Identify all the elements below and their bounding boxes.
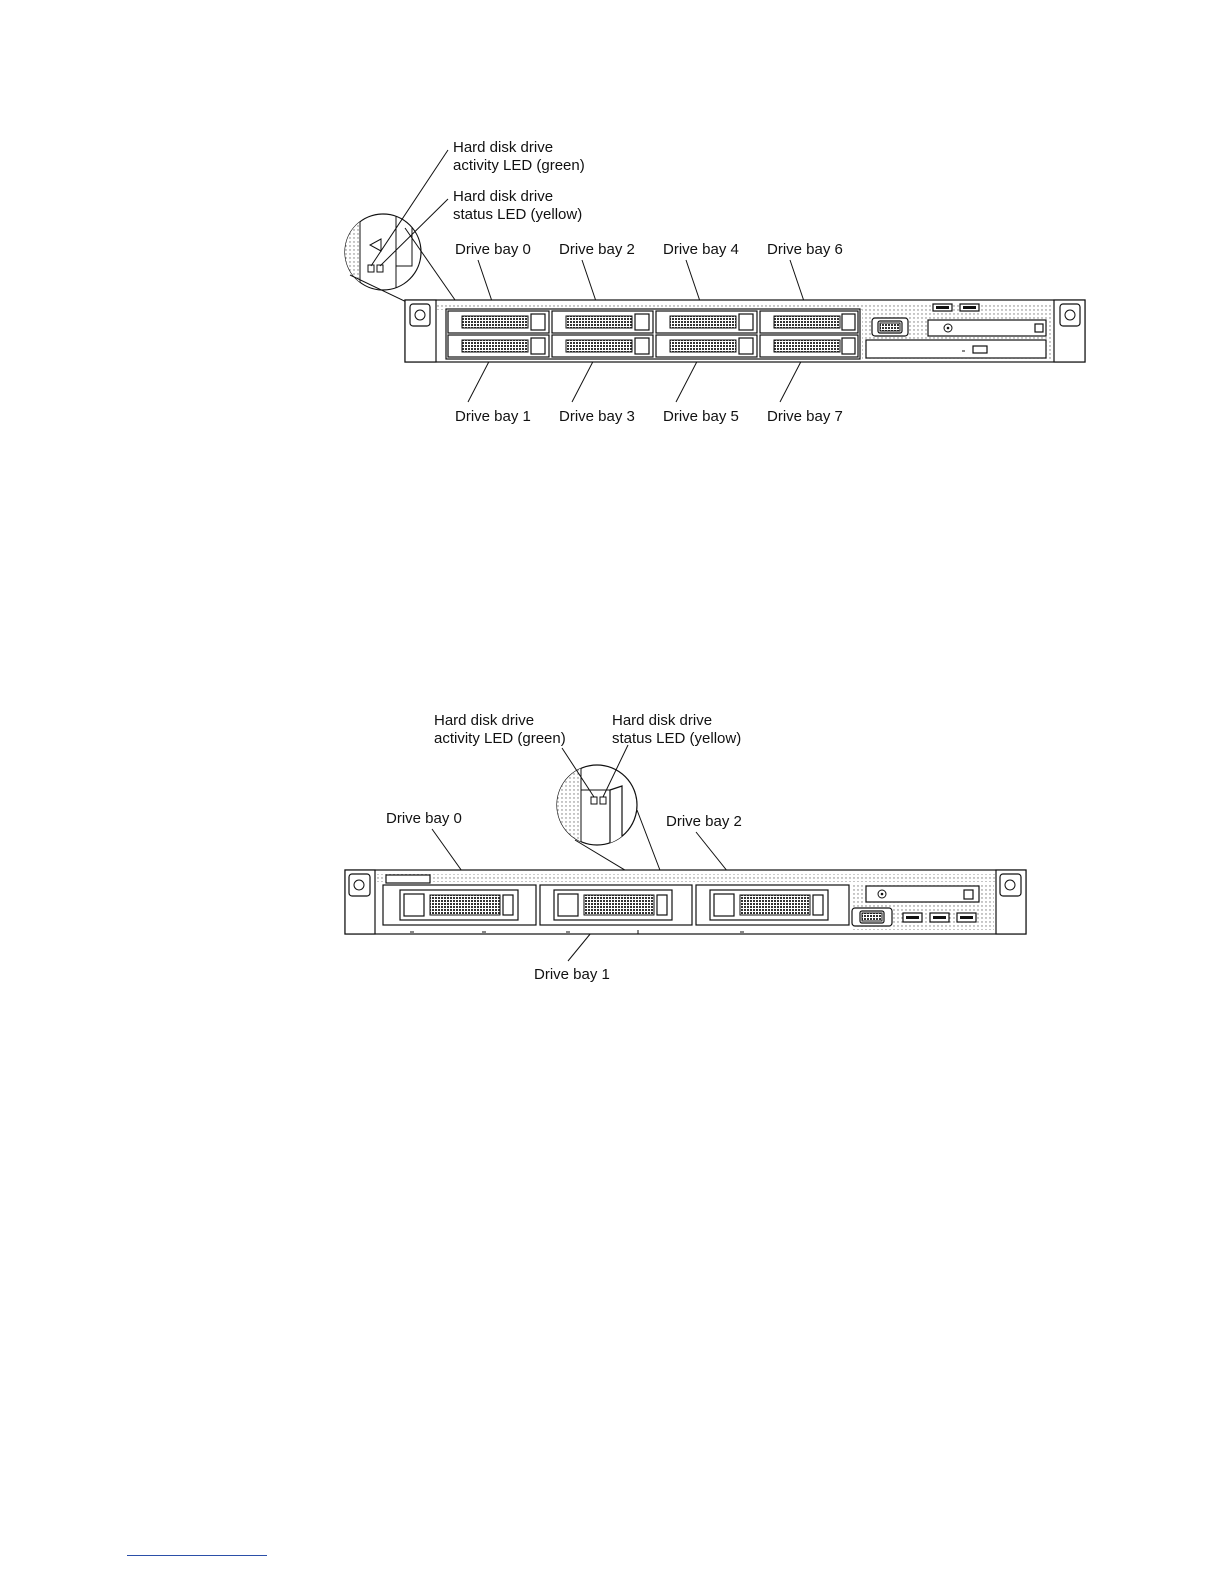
activity-led-label-1-fig2: Hard disk drive <box>434 712 535 729</box>
drive-tray-4[interactable] <box>656 311 757 333</box>
drive-tray-5[interactable] <box>656 335 757 357</box>
led-zoom-callout-fig2 <box>557 745 666 890</box>
led-zoom-callout <box>345 150 462 318</box>
server-chassis-8bay <box>405 300 1085 362</box>
vga-port-icon-fig2 <box>852 908 892 926</box>
activity-led-label-2-fig2: activity LED (green) <box>434 730 566 747</box>
drive-tray-7[interactable] <box>760 335 858 357</box>
bay-label-6: Drive bay 6 <box>767 241 843 258</box>
figure-three-bay <box>345 712 1026 983</box>
optical-drive-icon-fig2 <box>866 886 979 902</box>
status-led-label-2-fig2: status LED (yellow) <box>612 730 742 747</box>
bay-label-4: Drive bay 4 <box>663 241 739 258</box>
bay-label-7: Drive bay 7 <box>767 408 843 425</box>
footer-rule <box>127 1555 267 1556</box>
bay-label-3: Drive bay 3 <box>559 408 635 425</box>
usb-port-icon-fig2 <box>903 913 976 922</box>
status-led-label-1-fig2: Hard disk drive <box>612 712 713 729</box>
drive-tray-2[interactable] <box>552 311 653 333</box>
drive-tray-3[interactable] <box>552 335 653 357</box>
figure-eight-bay <box>345 139 1085 425</box>
drive-tray-0[interactable] <box>448 311 549 333</box>
bay-label-5: Drive bay 5 <box>663 408 739 425</box>
drive-tray-0-fig2[interactable] <box>383 885 536 925</box>
drive-tray-1[interactable] <box>448 335 549 357</box>
bay-label-2: Drive bay 2 <box>559 241 635 258</box>
activity-led-label-1: Hard disk drive <box>453 139 554 156</box>
bay-label-2-fig2: Drive bay 2 <box>666 813 742 830</box>
status-led-label-1: Hard disk drive <box>453 188 554 205</box>
bay-label-1: Drive bay 1 <box>455 408 531 425</box>
bay-label-0: Drive bay 0 <box>455 241 531 258</box>
drive-tray-6[interactable] <box>760 311 858 333</box>
status-led-label-2: status LED (yellow) <box>453 206 583 223</box>
drive-tray-2-fig2[interactable] <box>696 885 849 925</box>
drive-tray-1-fig2[interactable] <box>540 885 692 925</box>
bay-label-0-fig2: Drive bay 0 <box>386 810 462 827</box>
activity-led-label-2: activity LED (green) <box>453 157 585 174</box>
optical-drive-icon <box>928 320 1046 336</box>
bay-label-1-fig2: Drive bay 1 <box>534 966 610 983</box>
server-chassis-3bay <box>345 870 1026 934</box>
vga-port-icon <box>872 318 908 336</box>
